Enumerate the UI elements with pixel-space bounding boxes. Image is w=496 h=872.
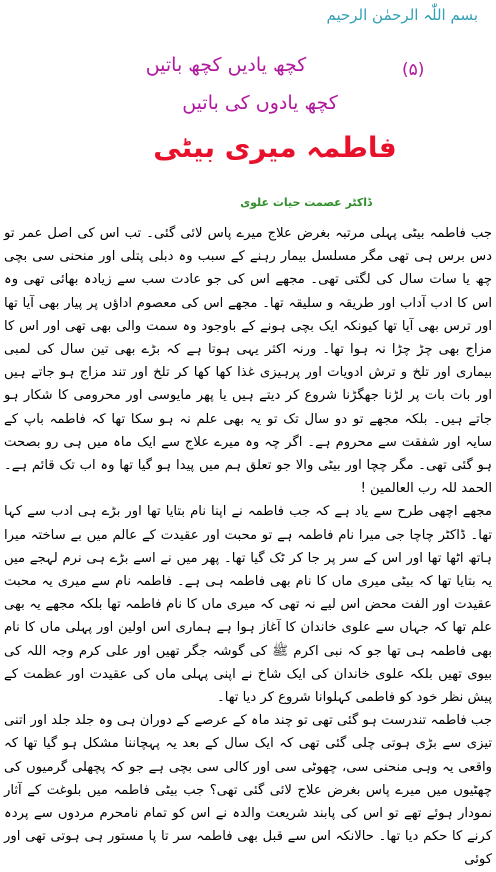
page-title: فاطمہ میری بیٹی xyxy=(153,131,397,164)
bismillah-heading: بسم اللّٰہ الرحمٰن الرحیم xyxy=(326,6,478,24)
paragraph: مجھے اچھی طرح سے یاد ہے کہ جب فاطمہ نے اپنا نام بتایا تھا اور بڑے ہی ادب سے کہا تھا۔ ڈاکٹر چاچا جی میرا نام فاطمہ ہے تو محبت اور عقیدت کے عالم میں بے ساختہ میرا ہاتھ اٹھا تھا اور اس کے سر پر جا کر ٹک گیا تھا۔ پھر میں نے اسے بڑے ہی نرم لہجے میں یہ بتایا تھا کہ بیٹی میری ماں کا نام بھی فاطمہ ہی ہے۔ فاطمہ نام سے میری یہ محبت عقیدت اور الفت محض اس لیے نہ تھی کہ میری ماں کا نام فاطمہ تھا بلکہ مجھے یہ بھی علم تھا کہ جہاں سے علوی خاندان کا آغاز ہوا ہے ہماری اس اولین اور پہلی ماں کا نام بھی فاطمہ ہی تھا جو کہ نبی اکرم ﷺ کی گوشہ جگر تھیں اور علی کرم وجہ اللہ کی بیوی تھیں بلکہ علوی خاندان کی ایک شاخ نے اپنی پہلی ماں کی عقیدت اور عظمت کے پیش نظر خود کو فاطمی کہلوانا شروع کر دیا تھا۔ xyxy=(4,504,492,706)
author-name: ڈاکٹر عصمت حیات علوی xyxy=(240,196,372,209)
article-body xyxy=(4,222,492,872)
paragraph: جب فاطمہ تندرست ہو گئی تھی تو چند ماہ کے عرصے کے دوران ہی وہ جلد جلد اور اتنی تیزی سے بڑی ہوتی چلی گئی تھی کہ ایک سال کے بعد یہ پہچاننا مشکل ہو گیا تھا کہ واقعی یہ وہی منحنی سی، چھوٹی سی اور کالی سی بچی ہے جو کہ پچھلی گرمیوں کی چھٹیوں میں میرے پاس بغرض علاج لائی گئی تھی؟ جب بیٹی فاطمہ میں بلوغت کے آثار نمودار ہوئے تھے تو اس کی پابند شریعت والدہ نے اس کو تمام نامحرم مردوں سے پردہ کرنے کا حکم دیا تھا۔ حالانکہ اس سے قبل بھی فاطمہ سر تا پا مستور ہی ہوتی تھی اور کوئی xyxy=(4,713,492,868)
chapter-number: (۵) xyxy=(402,60,425,80)
series-title-line-1: کچھ یادیں کچھ باتیں xyxy=(145,54,307,76)
paragraph: جب فاطمہ بیٹی پہلی مرتبہ بغرض علاج میرے پاس لائی گئی۔ تب اس کی اصل عمر تو دس برس ہی تھی مگر مسلسل بیمار رہنے کے سبب وہ دبلی پتلی اور منحنی سی بچی چھ یا سات سال کی لگتی تھی۔ مجھے اس کی جو عادت سب سے زیادہ بھائی تھی وہ اس کا ادب آداب اور طریقہ و سلیقہ تھا۔ مجھے اس کی معصوم اداؤں پر پیار بھی آیا تھا اور ترس بھی آیا تھا کیونکہ ایک بچی ہونے کے باوجود وہ سمت والی بھی تھی اور اس کا مزاج بھی چڑ چڑا نہ ہوا تھا۔ ورنہ اکثر یہی ہوتا ہے کہ بڑے بھی تین سال کی لمبی بیماری اور تلخ و ترش ادویات اور پرہیزی غذا کھا کھا کر تلخ اور تند مزاج ہو جاتے ہیں اور بات بات پر لڑنا جھگڑنا شروع کر دیتے ہیں یا پھر مایوسی اور محرومی کا شکار ہو جاتے ہیں۔ بلکہ مجھے تو دو سال تک تو یہ بھی علم نہ ہو سکا تھا کہ فاطمہ باپ کے سایہ اور شفقت سے محروم ہے۔ اگر چہ وہ میرے علاج سے ایک ماہ میں ہی رو بصحت ہو گئی تھی۔ مگر چچا اور بیٹی والا جو تعلق ہم میں پیدا ہو گیا تھا وہ اب تک قائم ہے۔ الحمد للہ رب العالمین ! xyxy=(4,226,492,497)
series-title-line-2: کچھ یادوں کی باتیں xyxy=(182,92,338,114)
